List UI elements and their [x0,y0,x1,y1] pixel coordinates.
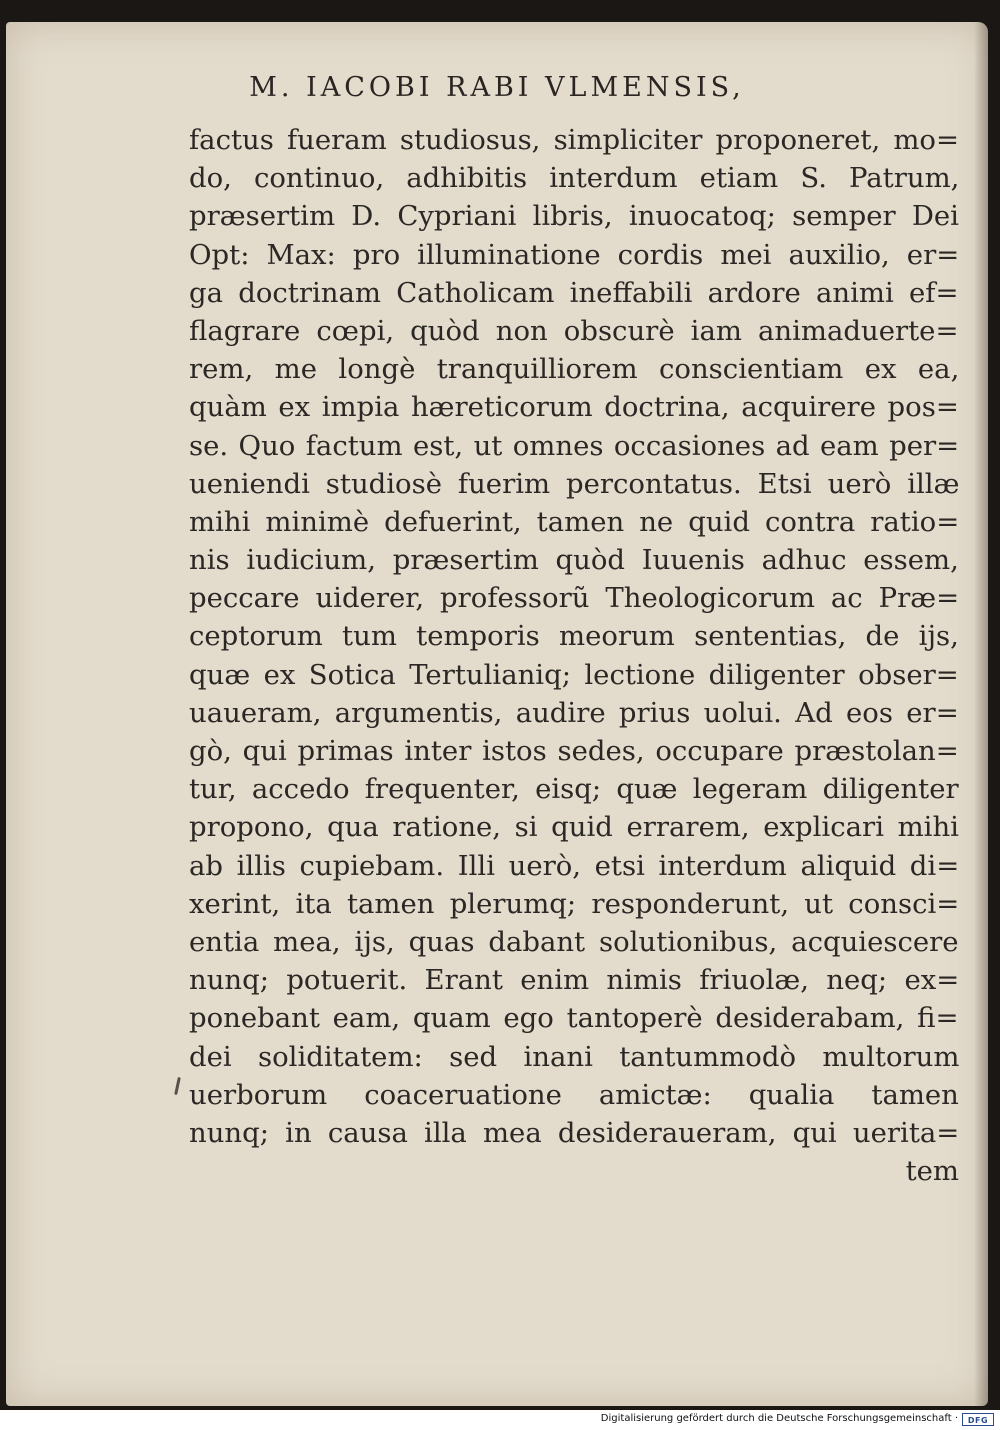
text-line: ceptorum tum temporis meorum sententias, de ijs, [189,620,959,653]
text-line: ab illis cupiebam. Illi uerò, etsi interdum aliquid di= [189,849,959,882]
text-line: nunq; potuerit. Erant enim nimis friuolæ, neq; ex= [189,964,959,997]
body-text [189,121,959,1190]
text-line: entia mea, ijs, quas dabant solutionibus, acquiescere [189,925,959,958]
text-line: præsertim D. Cypriani libris, inuocatoq; semper Dei [189,200,959,233]
text-line: mihi minimè defuerint, tamen ne quid contra ratio= [189,505,959,538]
text-line: uaueram, argumentis, audire prius uolui. Ad eos er= [189,696,959,729]
running-head: M. IACOBI RABI VLMENSIS, [249,72,745,103]
text-line: Opt: Max: pro illuminatione cordis mei auxilio, er= [189,238,959,271]
text-line: quæ ex Sotica Tertulianiq; lectione diligenter obser= [189,658,959,691]
text-line: uerborum coaceruatione amictæ: qualia tamen [189,1078,959,1111]
text-line: flagrare cœpi, quòd non obscurè iam animaduerte= [189,314,959,347]
footer-credit: Digitalisierung gefördert durch die Deutsche Forschungsgemeinschaft · [600,1413,958,1424]
text-line: quàm ex impia hæreticorum doctrina, acquirere pos= [189,391,959,424]
text-line: dei soliditatem: sed inani tantummodò multorum [189,1040,959,1073]
text-line: factus fueram studiosus, simpliciter proponeret, mo= [189,124,959,156]
text-line: ponebant eam, quam ego tantoperè desiderabam, fi= [189,1002,959,1035]
text-line: do, continuo, adhibitis interdum etiam S. Patrum, [189,162,959,195]
margin-mark [174,1077,181,1095]
digitization-footer [0,1410,1000,1430]
dfg-logo: DFG [962,1413,994,1426]
text-line: ueniendi studiosè fuerim percontatus. Etsi uerò illæ [189,467,959,500]
text-line: tur, accedo frequenter, eisq; quæ legeram diligenter [189,773,959,806]
text-line: gò, qui primas inter istos sedes, occupare præstolan= [189,735,959,767]
text-line: nis iudicium, præsertim quòd Iuuenis adhuc essem, [189,544,959,577]
text-line: xerint, ita tamen plerumq; responderunt, ut consci= [189,887,959,920]
text-line: se. Quo factum est, ut omnes occasiones ad eam per= [189,429,959,462]
book-page [6,22,988,1406]
text-line: rem, me longè tranquilliorem conscientiam ex ea, [189,353,959,386]
catchword: tem [905,1155,959,1188]
text-line: nunq; in causa illa mea desideraueram, qui uerita= [189,1116,959,1149]
text-line: peccare uiderer, professorũ Theologicorum ac Præ= [189,582,959,615]
text-line: ga doctrinam Catholicam ineffabili ardore animi ef= [189,276,959,309]
text-line: propono, qua ratione, si quid errarem, explicari mihi [189,811,959,844]
page-edge-shadow [974,22,988,1406]
